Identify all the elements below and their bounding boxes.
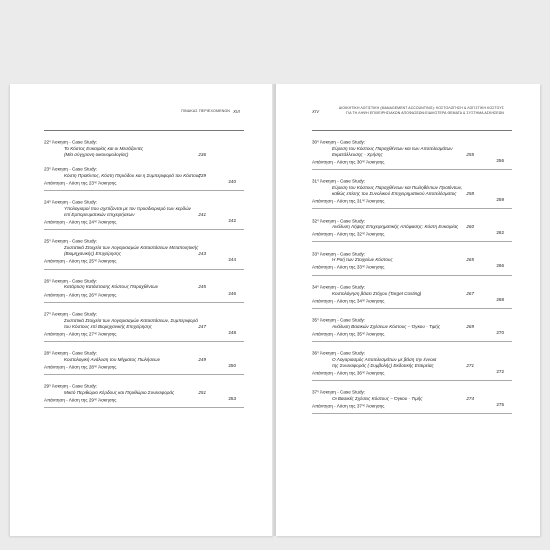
ordinal-suffix: ης [361,330,366,335]
ordinal-suffix: ης [361,264,366,269]
case-title-text: Ο Λογαριασμός Αποτελεσμάτων με βάση την έννοια [332,356,437,362]
exercise-number: 29 [44,383,50,389]
answer-line [44,330,244,338]
answer-tail: Άσκησης [365,198,385,204]
case-title-text: Η Ροή των Στοιχείων Κόστους [332,257,393,263]
exercise-heading [44,310,244,318]
case-title-text: Υπολογισμοί που σχετίζονται με τον προσδιορισμό των κερδών [64,205,191,211]
toc-entry [44,198,244,230]
answer-text: Απάντηση - Λύση της 33 [312,265,362,271]
case-title-text: Εύρεση του Κόστους Παραχθέντων και Πωληθέντων Προϊόντων, [332,184,463,190]
ordinal-suffix: ης [361,231,366,236]
answer-tail: Άσκησης [365,265,385,271]
header-rule [312,130,512,131]
case-title-text: Κατάρτιση Κατάστασης Κόστους Παραχθέντων [64,284,159,290]
answer-text: Απάντηση - Λύση της 26 [44,292,94,298]
exercise-label: Άσκηση - Case Study: [318,317,366,323]
case-title-text: Ανάλυση Λήψης Επιχειρηματικής Απόφασης: Κόστη Ευκαιρίας [332,224,459,230]
answer-text: Απάντηση - Λύση της 34 [312,298,362,304]
answer-text: Απάντηση - Λύση της 29 [44,397,94,403]
exercise-number: 36 [312,350,318,356]
page-ref: 243 [198,251,206,257]
toc-list-right [312,138,512,422]
exercise-label: Άσκηση - Case Study: [50,278,98,284]
page-ref: 240 [228,178,236,184]
page-ref: 262 [496,230,504,236]
exercise-number: 35 [312,317,318,323]
ordinal-suffix: η [317,350,319,355]
exercise-number: 25 [44,239,50,245]
ordinal-suffix: η [317,250,319,255]
page-ref: 239 [198,172,206,178]
answer-tail: Άσκησης [97,397,117,403]
toc-entry [312,177,512,209]
page-ref: 271 [466,362,474,368]
case-title-text: Το Κόστος Ευκαιρίας και οι Μεσάζοντες [64,145,144,151]
answer-line [312,230,512,238]
toc-entry [44,165,244,191]
answer-line [44,363,244,371]
ordinal-suffix: η [317,316,319,321]
answer-line [312,263,512,271]
answer-tail: Άσκησης [97,180,117,186]
exercise-label: Άσκηση - Case Study: [318,251,366,257]
exercise-number: 23 [44,166,50,172]
exercise-number: 22 [44,139,50,145]
exercise-number: 31 [312,178,318,184]
answer-text: Απάντηση - Λύση της 32 [312,231,362,237]
answer-tail: Άσκησης [365,159,385,165]
exercise-number: 30 [312,139,318,145]
toc-entry [312,217,512,243]
case-title-text: Κόστη Προϊόντος, Κόστη Περιόδου και η Συμπεριφορά του Κόστους [64,172,201,178]
toc-entry [44,349,244,375]
exercise-label: Άσκηση - Case Study: [50,239,98,245]
exercise-number: 28 [44,350,50,356]
exercise-heading [44,198,244,206]
ordinal-suffix: η [317,389,319,394]
toc-entry [44,237,244,269]
ordinal-suffix: ης [361,370,366,374]
exercise-heading [44,349,244,357]
exercise-label: Άσκηση - Case Study: [318,178,366,184]
page-ref: 255 [466,151,474,157]
running-head-line: ΔΙΟΙΚΗΤΙΚΗ ΛΟΓΙΣΤΙΚΗ (MANAGEMENT ACCOUNTING): ΚΟΣΤΟΛΟΓΗΣΗ & ΛΟΓΙΣΤΙΚΗ ΚΟΣΤΟΥΣ [338,106,504,110]
answer-line [312,330,512,338]
page-ref: 267 [466,290,474,296]
toc-entry [312,283,512,309]
answer-text: Απάντηση - Λύση της 37 [312,403,362,409]
ordinal-suffix: η [49,310,51,315]
answer-line [44,218,244,226]
case-title-text: Εύρεση του Κόστους Παραχθέντων και των Αποτελεσμάτων [332,145,453,151]
page-ref: 275 [496,402,504,408]
left-page [10,84,274,536]
answer-text: Απάντηση - Λύση της 27 [44,331,94,337]
ordinal-suffix: ης [361,158,366,163]
page-ref: 248 [228,329,236,335]
answer-text: Απάντηση - Λύση της 25 [44,258,94,264]
answer-text: Απάντηση - Λύση της 24 [44,219,94,225]
exercise-heading [44,165,244,173]
page-ref: 258 [466,191,474,197]
exercise-heading [312,349,512,357]
answer-tail: Άσκησης [97,292,117,298]
exercise-label: Άσκηση - Case Study: [50,311,98,317]
exercise-label: Άσκηση - Case Study: [50,139,98,145]
page-ref: 251 [198,389,206,395]
toc-list-left [44,138,244,415]
toc-entry [312,388,512,414]
ordinal-suffix: η [49,238,51,243]
answer-text: Απάντηση - Λύση της 30 [312,159,362,165]
page-ref: 265 [466,257,474,263]
case-title-text: (Βιομηχανικής) Επιχείρησης [64,251,121,257]
running-head-left: ΠΙΝΑΚΑΣ ΠΕΡΙΕΧΟΜΕΝΩΝ [181,109,230,113]
ordinal-suffix: ης [93,258,98,263]
case-title-text: (Μία σύγχρονη οικονομολογίας) [64,151,129,157]
exercise-label: Άσκηση - Case Study: [318,139,366,145]
ordinal-suffix: η [49,350,51,355]
answer-tail: Άσκησης [365,370,385,376]
answer-line [312,297,512,305]
ordinal-suffix: ης [361,297,366,302]
exercise-label: Άσκηση - Case Study: [50,199,98,205]
running-head-line: ΓΙΑ ΤΗ ΛΗΨΗ ΕΠΙΧΕΙΡΗΣΙΑΚΩΝ ΑΠΟΦΑΣΕΩΝ:ΕΙΔΙΚΟΤΕΡΑ ΘΕΜΑΤΑ & ΣΥΣΤΗΜΑ ΑΣΚΗΣΕΩΝ [346,111,504,115]
toc-entry [44,382,244,408]
ordinal-suffix: η [49,383,51,388]
ordinal-suffix: η [317,283,319,288]
page-ref: 269 [466,323,474,329]
answer-text: Απάντηση - Λύση της 36 [312,370,362,376]
exercise-heading [44,237,244,245]
ordinal-suffix: η [49,166,51,171]
answer-line [44,396,244,404]
answer-tail: Άσκησης [365,403,385,409]
page-ref: 242 [228,218,236,224]
exercise-label: Άσκηση - Case Study: [318,389,366,395]
answer-tail: Άσκησης [365,331,385,337]
exercise-number: 37 [312,389,318,395]
page-ref: 250 [228,362,236,368]
answer-text: Απάντηση - Λύση της 35 [312,331,362,337]
answer-text: Απάντηση - Λύση της 23 [44,180,94,186]
answer-tail: Άσκησης [97,331,117,337]
header-rule [44,130,244,131]
toc-entry [312,138,512,170]
answer-text: Απάντηση - Λύση της 31 [312,198,362,204]
page-ref: 256 [496,157,504,163]
case-title-text: Οι Βασικές Σχέσεις Κόστους – Όγκου - Τιμής [332,396,423,402]
answer-line [312,369,512,377]
ordinal-suffix: η [317,217,319,222]
page-ref: 274 [466,396,474,402]
case-title-text: Εκμετάλλευσης - Χρήσης [332,151,383,157]
exercise-heading [44,138,244,146]
toc-entry [44,138,244,158]
exercise-heading [312,388,512,396]
exercise-heading [312,283,512,291]
ordinal-suffix: η [49,199,51,204]
case-title-text: Κοστολόγηση βάσει Στόχου (Target Costing) [332,290,422,296]
page-ref: 272 [496,369,504,374]
page-ref: 241 [198,212,206,217]
running-head-right [328,106,504,116]
exercise-number: 26 [44,278,50,284]
ordinal-suffix: η [317,139,319,143]
case-title-text: του Κόστους επί Βιομηχανικής Επιχείρησης [64,323,152,329]
ordinal-suffix: ης [93,363,98,368]
page-ref: 259 [496,197,504,203]
toc-entry [312,349,512,381]
ordinal-suffix: η [49,277,51,282]
answer-line [44,257,244,265]
answer-line [44,179,244,187]
exercise-heading [312,177,512,185]
case-title-text: Συστατικά Στοιχεία των Λογαριασμών Καταστάσεων, Συμπεριφορά [64,317,198,323]
answer-text: Απάντηση - Λύση της 28 [44,364,94,370]
answer-tail: Άσκησης [97,219,117,225]
toc-entry [44,310,244,342]
answer-tail: Άσκησης [365,298,385,304]
page-ref: 244 [228,257,236,263]
case-title-text: Συστατικά Στοιχεία των Λογαριασμών Καταστάσεων Μεταποιητικής [64,245,199,251]
ordinal-suffix: ης [93,330,98,335]
exercise-heading [312,316,512,324]
case-title-text: Ανάλυση Βασικών Σχέσεων Κόστους – Όγκου - Τιμής [332,323,441,329]
case-title-text: επί Εμπορευματικών επιχειρήσεων [64,212,135,217]
exercise-number: 34 [312,284,318,290]
exercise-label: Άσκηση - Case Study: [50,166,98,172]
page-ref: 253 [228,396,236,402]
exercise-heading [312,138,512,146]
exercise-number: 32 [312,218,318,224]
page-ref: 246 [228,290,236,296]
page-ref: 270 [496,329,504,335]
exercise-label: Άσκηση - Case Study: [318,350,366,356]
page-ref: 245 [198,284,206,290]
toc-entry [312,316,512,342]
exercise-label: Άσκηση - Case Study: [318,218,366,224]
ordinal-suffix: ης [93,179,98,184]
ordinal-suffix: ης [93,291,98,296]
answer-line [312,158,512,166]
page-number-left: XIII [233,108,240,114]
answer-line [312,402,512,410]
ordinal-suffix: η [49,139,51,143]
exercise-number: 24 [44,199,50,205]
exercise-label: Άσκηση - Case Study: [50,383,98,389]
page-ref: 247 [198,323,206,329]
ordinal-suffix: ης [361,198,366,203]
answer-tail: Άσκησης [97,364,117,370]
case-title-text: της Συνεισφοράς (-Συμβολής) Εκδοτικής Εταιρείας [332,362,434,368]
page-ref: 266 [496,263,504,269]
case-title-text: καθώς επίσης του Συνολικού Επιχειρηματικού Αποτελέσματος [332,191,457,197]
right-page [276,84,540,536]
case-title-text: Κοστολογική Ανάλυση του Μίγματος Πωλήσεων [64,356,161,362]
ordinal-suffix: ης [93,397,98,402]
answer-line [312,197,512,205]
page-ref: 260 [466,224,474,230]
exercise-number: 33 [312,251,318,257]
case-title-text: Μικτό Περιθώριο Κέρδους και Περιθώριο Συνεισφοράς [64,389,175,395]
page-ref: 249 [198,356,206,362]
toc-entry [44,277,244,303]
ordinal-suffix: ης [93,219,98,224]
exercise-label: Άσκηση - Case Study: [318,284,366,290]
page-ref: 236 [198,151,206,157]
exercise-number: 27 [44,311,50,317]
ordinal-suffix: η [317,178,319,183]
answer-tail: Άσκησης [365,231,385,237]
ordinal-suffix: ης [361,403,366,408]
answer-line [44,291,244,299]
case-title-line [44,152,214,158]
exercise-label: Άσκηση - Case Study: [50,350,98,356]
exercise-heading [44,382,244,390]
page-number-right: XIV [312,108,320,114]
page-ref: 268 [496,296,504,302]
answer-tail: Άσκησης [97,258,117,264]
toc-entry [312,250,512,276]
